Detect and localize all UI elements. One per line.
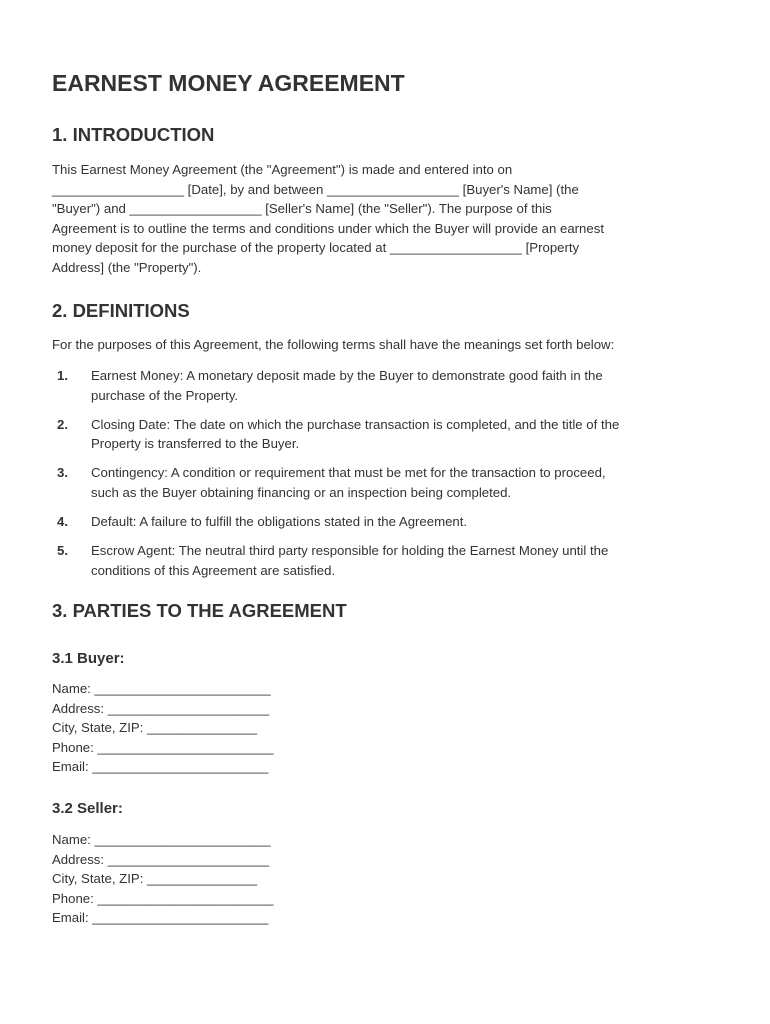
list-item	[52, 463, 722, 502]
introduction-line: money deposit for the purchase of the property located at __________________ [Property	[52, 240, 580, 256]
list-item	[52, 415, 722, 454]
seller-fields	[52, 830, 273, 928]
introduction-line: Address] (the "Property").	[52, 259, 202, 275]
list-item-number: 2.	[57, 416, 68, 432]
introduction-line: This Earnest Money Agreement (the "Agreement") is made and entered into on	[52, 162, 513, 177]
introduction-line: Agreement is to outline the terms and conditions under which the Buyer will provide an earnest	[52, 220, 604, 236]
definitions-heading: 2. DEFINITIONS	[52, 300, 190, 321]
buyer-phone-field: Phone: ________________________	[52, 739, 274, 755]
seller-city-state-zip-field: City, State, ZIP: _______________	[52, 871, 258, 887]
buyer-fields	[52, 679, 273, 777]
definitions-intro-text: For the purposes of this Agreement, the following terms shall have the meanings set forth below:	[52, 337, 615, 352]
list-item-text: Contingency: A condition or requirement that must be met for the transaction to proceed,	[91, 465, 606, 481]
list-item	[52, 366, 722, 405]
list-item-text: Property is transferred to the Buyer.	[91, 436, 300, 452]
seller-heading: 3.2 Seller:	[52, 800, 123, 817]
definitions-intro	[52, 335, 712, 355]
buyer-heading: 3.1 Buyer:	[52, 650, 125, 667]
buyer-name-field: Name: ________________________	[52, 681, 271, 696]
seller-phone-field: Phone: ________________________	[52, 890, 274, 906]
list-item-number: 1.	[57, 368, 68, 383]
parties-heading: 3. PARTIES TO THE AGREEMENT	[52, 600, 347, 621]
document-title: EARNEST MONEY AGREEMENT	[52, 70, 405, 96]
seller-address-field: Address: ______________________	[52, 851, 270, 867]
list-item-number: 3.	[57, 465, 68, 481]
list-item-number: 4.	[57, 514, 68, 530]
list-item-text: Default: A failure to fulfill the obligations stated in the Agreement.	[91, 514, 468, 530]
introduction-heading: 1. INTRODUCTION	[52, 124, 215, 145]
list-item-text: conditions of this Agreement are satisfied.	[91, 562, 336, 578]
buyer-email-field: Email: ________________________	[52, 759, 269, 775]
list-item	[52, 512, 722, 532]
introduction-line: "Buyer") and __________________ [Seller's Name] (the "Seller"). The purpose of this	[52, 201, 552, 217]
introduction-paragraph	[52, 160, 712, 278]
list-item	[52, 541, 722, 580]
seller-email-field: Email: ________________________	[52, 910, 269, 926]
list-item-text: Earnest Money: A monetary deposit made by the Buyer to demonstrate good faith in the	[91, 368, 603, 383]
list-item-text: purchase of the Property.	[91, 387, 239, 403]
buyer-address-field: Address: ______________________	[52, 700, 270, 716]
definitions-list	[52, 366, 722, 590]
list-item-text: Closing Date: The date on which the purchase transaction is completed, and the title of the	[91, 416, 620, 432]
list-item-text: such as the Buyer obtaining financing or an inspection being completed.	[91, 484, 512, 500]
seller-name-field: Name: ________________________	[52, 832, 271, 847]
list-item-number: 5.	[57, 543, 68, 559]
buyer-city-state-zip-field: City, State, ZIP: _______________	[52, 720, 258, 736]
introduction-line: __________________ [Date], by and between __________________ [Buyer's Name] (the	[52, 181, 579, 197]
list-item-text: Escrow Agent: The neutral third party responsible for holding the Earnest Money until the	[91, 543, 609, 559]
